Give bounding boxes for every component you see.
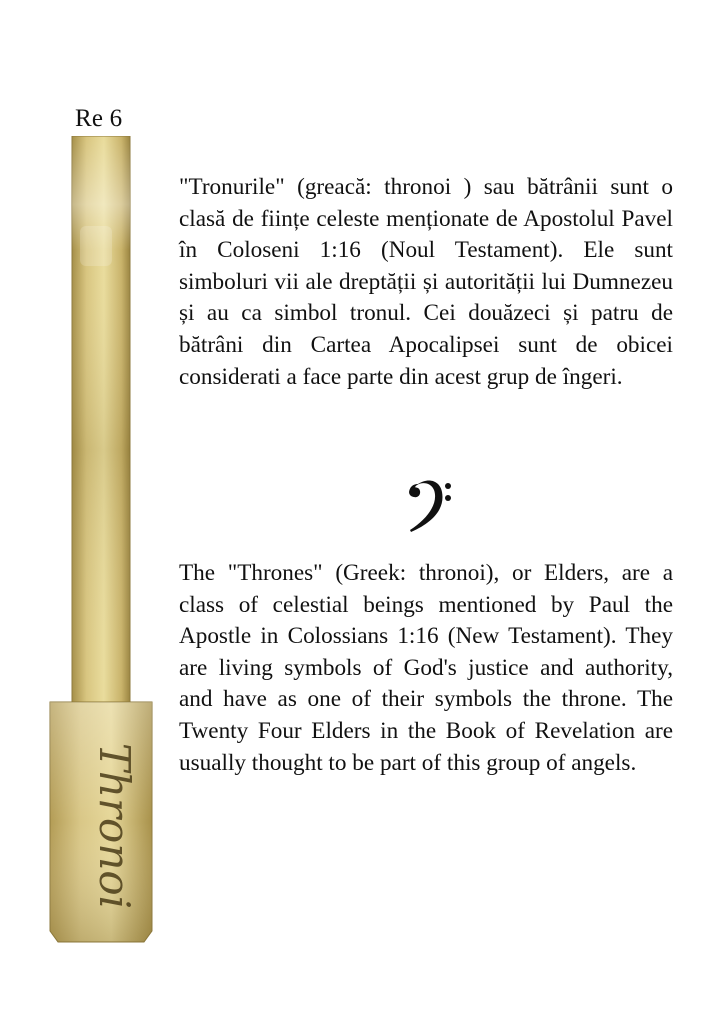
brass-plate-drawing — [40, 136, 160, 946]
romanian-paragraph: "Tronurile" (greacă: thronoi ) sau bătrânii sunt o clasă de ființe celeste menționate de Apostolul Pavel în Coloseni 1:16 (Noul Testament). Ele sunt simboluri vii ale dreptății și autorității lui Dumnezeu și au ca simbol tronul. Cei douăzeci și patru de bătrâni din Cartea Apocalipsei sunt de obicei considerati a face parte din acest grup de îngeri. — [179, 174, 673, 390]
brass-plate-image — [40, 136, 160, 946]
plate-engraving: Thronoi — [90, 742, 139, 910]
bass-clef-icon — [404, 470, 454, 534]
english-paragraph: The "Thrones" (Greek: thronoi), or Elders, are a class of celestial beings mentioned by Paul the Apostle in Colossians 1:16 (New Testament). They are living symbols of God's justice and authority, and have as one of their symbols the throne. The Twenty Four Elders in the Book of Revelation are usually thought to be part of this group of angels. — [179, 560, 673, 776]
page-code-label: Re 6 — [75, 105, 123, 132]
